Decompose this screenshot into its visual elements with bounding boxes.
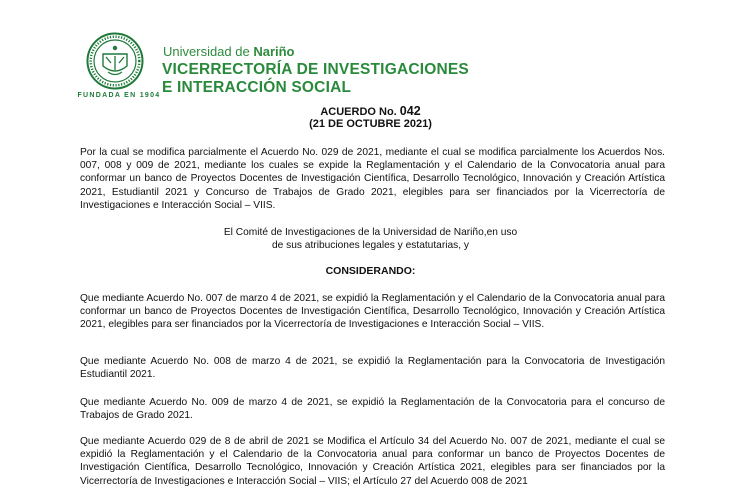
considerando-heading: CONSIDERANDO: (325, 265, 416, 277)
office-title-line2: E INTERACCIÓN SOCIAL (162, 79, 352, 96)
committee-line-1: El Comité de Investigaciones de la Universidad de Nariño,en uso (223, 227, 518, 238)
clause-paragraph-2: Que mediante Acuerdo No. 008 de marzo 4 de 2021, se expidió la Reglamentación para la Convocatoria de Investigación Estudiantil 2021. (80, 356, 665, 381)
university-name: Universidad de Nariño (163, 44, 295, 59)
clause-paragraph-4: Que mediante Acuerdo 029 de 8 de abril de 2021 se Modifica el Artículo 34 del Acuerdo No. 007 de 2021, mediante el cual se expidió la Reglamentación y el Calendario de la Convocatoria anual para conformar un banco de Proyectos Docentes de Investigación Científica, Desarrollo Tecnológico, Innovación y Creación Artística 2021, elegibles para ser financiados por la Vicerrectoría de Investigaciones e Interacción Social – VIIS; el Artículo 27 del Acuerdo 008 de 2021 (80, 436, 665, 486)
university-seal-icon (86, 32, 144, 90)
acuerdo-date: (21 DE OCTUBRE 2021) (309, 118, 432, 130)
intro-paragraph: Por la cual se modifica parcialmente el Acuerdo No. 029 de 2021, mediante el cual se modifica parcialmente los Acuerdos Nos. 007, 008 y 009 de 2021, mediante los cuales se expide la Reglamentación y el Calendario de la Convocatoria anual para conformar un banco de Proyectos Docentes de Investigación Científica, Desarrollo Tecnológico, Innovación y Creación Artística 2021, Estudiantil 2021 y Concurso de Trabajos de Grado 2021, elegibles para ser financiados por la Vicerrectoría de Investigaciones e Interacción Social – VIIS. (80, 147, 665, 211)
committee-line-2: de sus atribuciones legales y estatutarias, y (271, 240, 470, 251)
clause-paragraph-1: Que mediante Acuerdo No. 007 de marzo 4 de 2021, se expidió la Reglamentación y el Calendario de la Convocatoria anual para conformar un banco de Proyectos Docentes de Investigación Científica, Desarrollo Tecnológico, Innovación y Creación Artística 2021, elegibles para ser financiados por la Vicerrectoría de Investigaciones e Interacción Social – VIIS. (80, 293, 665, 331)
acuerdo-heading: ACUERDO No. 042 (320, 104, 421, 118)
office-title (162, 61, 469, 97)
clause-paragraph-3: Que mediante Acuerdo No. 009 de marzo 4 de 2021, se expidió la Reglamentación de la Convocatoria para el concurso de Trabajos de Grado 2021. (80, 397, 665, 422)
founded-label: FUNDADA EN 1904 (77, 92, 161, 99)
office-title-line1: VICERRECTORÍA DE INVESTIGACIONES (162, 61, 469, 78)
acuerdo-number: 042 (399, 104, 421, 118)
